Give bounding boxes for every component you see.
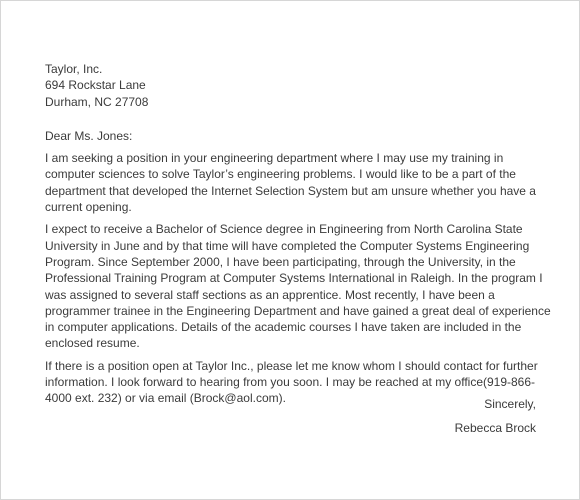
- paragraph-line: current opening.: [45, 200, 132, 215]
- paragraph-line: I expect to receive a Bachelor of Science degree in Engineering from North Carolina State: [45, 222, 523, 237]
- letter-body: [45, 61, 551, 407]
- address-company: Taylor, Inc.: [45, 62, 103, 76]
- paragraph-qualifications: [45, 221, 551, 351]
- salutation: Dear Ms. Jones:: [45, 128, 133, 143]
- paragraph-line: information. I look forward to hearing from you soon. I may be reached at my office(919-866-: [45, 375, 536, 390]
- paragraph-line: If there is a position open at Taylor Inc., please let me know whom I should contact for further: [45, 358, 538, 373]
- paragraph-line: I am seeking a position in your engineering department where I may use my training in: [45, 151, 504, 166]
- paragraph-line: in computer applications. Details of the academic courses I have taken are included in the: [45, 320, 522, 335]
- paragraph-intro: [45, 150, 545, 215]
- paragraph-line: department that developed the Internet Selection System but am unsure whether you have a: [45, 183, 536, 198]
- paragraph-line: computer sciences to solve Taylor’s engineering problems. I would like to be a part of the: [45, 167, 516, 182]
- signature-name: Rebecca Brock: [454, 421, 536, 435]
- paragraph-line: enclosed resume.: [45, 336, 140, 351]
- paragraph-line: Professional Training Program at Computer Systems International in Raleigh. In the program I: [45, 271, 543, 286]
- paragraph-line: Program. Since September 2000, I have been participating, through the University, in the: [45, 254, 516, 269]
- paragraph-line: 4000 ext. 232) or via email (Brock@aol.com).: [45, 391, 286, 406]
- paragraph-contact: [45, 358, 545, 407]
- address-city: Durham, NC 27708: [45, 94, 149, 109]
- recipient-address: [45, 61, 545, 110]
- paragraph-line: was assigned to several staff sections as an apprentice. Most recently, I have been a: [45, 287, 495, 302]
- address-street: 694 Rockstar Lane: [45, 78, 146, 93]
- paragraph-line: programmer trainee in the Engineering Department and have gained a great deal of experience: [45, 303, 551, 318]
- paragraph-line: University in June and by that time will have completed the Computer Systems Engineering: [45, 238, 530, 253]
- closing: Sincerely,: [484, 397, 536, 411]
